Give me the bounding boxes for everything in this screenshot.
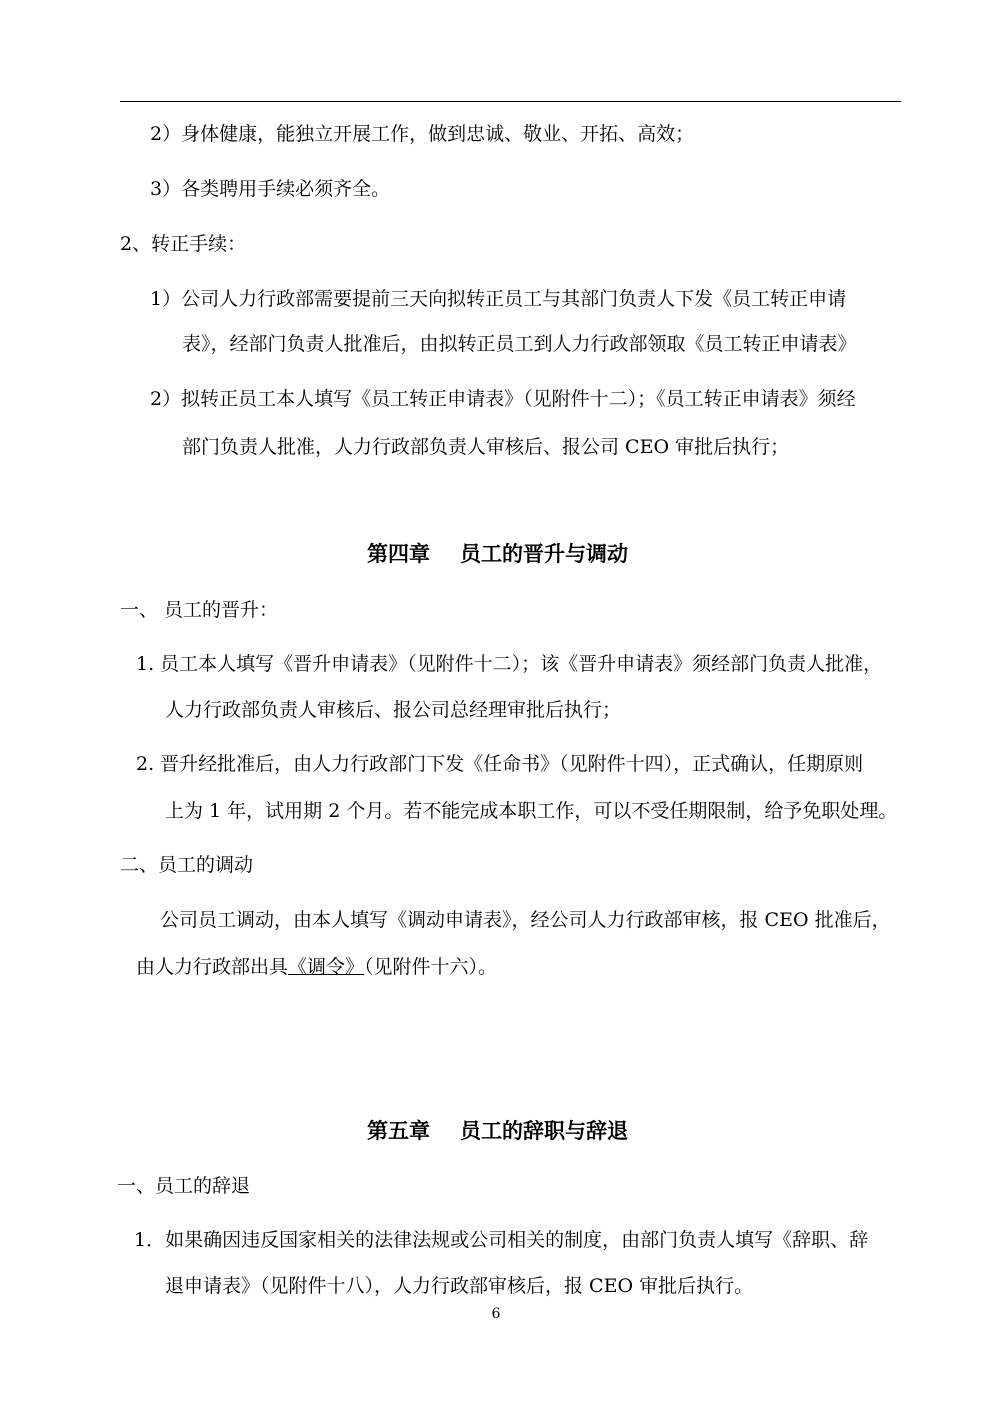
- chapter-4-heading: [367, 541, 628, 567]
- section-title-regularization: 2、转正手续：: [120, 233, 247, 255]
- transfer-heading: 二、员工的调动: [120, 854, 254, 876]
- regularization-item-2-line-1: 2）拟转正员工本人填写《员工转正申请表》（见附件十二）；《员工转正申请表》须经: [150, 388, 856, 410]
- chapter-5-title: 员工的辞职与辞退: [460, 1118, 628, 1143]
- chapter-4-title: 员工的晋升与调动: [460, 541, 628, 566]
- dismissal-heading: 一、员工的辞退: [117, 1175, 251, 1197]
- page-number: 6: [491, 1306, 501, 1322]
- chapter-5-heading: [367, 1118, 628, 1144]
- promotion-item-1-line-1: 1. 员工本人填写《晋升申请表》（见附件十二）；该《晋升申请表》须经部门负责人批准，: [136, 653, 883, 675]
- regularization-item-2-line-2: 部门负责人批准，人力行政部负责人审核后、报公司 CEO 审批后执行；: [182, 436, 790, 458]
- transfer-order-link: 《调令》: [288, 956, 365, 978]
- item-procedures: 3）各类聘用手续必须齐全。: [150, 178, 391, 200]
- dismissal-item-1-line-1: 1．如果确因违反国家相关的法律法规或公司相关的制度，由部门负责人填写《辞职、辞: [134, 1229, 869, 1251]
- transfer-line-2-suffix: （见附件十六）。: [364, 956, 498, 978]
- header-rule: [120, 101, 901, 102]
- transfer-line-2-prefix: 由人力行政部出具: [136, 956, 289, 978]
- dismissal-item-1-line-2: 退申请表》（见附件十八），人力行政部审核后，报 CEO 审批后执行。: [165, 1275, 754, 1297]
- transfer-line-2: [136, 955, 497, 979]
- regularization-item-1-line-2: 表》，经部门负责人批准后，由拟转正员工到人力行政部领取《员工转正申请表》: [182, 333, 857, 355]
- transfer-line-1: 公司员工调动，由本人填写《调动申请表》，经公司人力行政部审核，报 CEO 批准后，: [160, 909, 891, 931]
- promotion-item-2-line-1: 2. 晋升经批准后，由人力行政部门下发《任命书》（见附件十四），正式确认，任期原则: [136, 753, 864, 775]
- regularization-item-1-line-1: 1）公司人力行政部需要提前三天向拟转正员工与其部门负责人下发《员工转正申请: [150, 288, 847, 310]
- chapter-5-number: 第五章: [367, 1118, 430, 1143]
- item-health: 2）身体健康，能独立开展工作，做到忠诚、敬业、开拓、高效；: [150, 123, 695, 145]
- chapter-4-number: 第四章: [367, 541, 430, 566]
- promotion-item-1-line-2: 人力行政部负责人审核后、报公司总经理审批后执行；: [165, 699, 622, 721]
- promotion-item-2-line-2: 上为 1 年，试用期 2 个月。若不能完成本职工作，可以不受任期限制，给予免职处理。: [165, 800, 898, 822]
- promotion-heading: 一、 员工的晋升：: [120, 599, 279, 621]
